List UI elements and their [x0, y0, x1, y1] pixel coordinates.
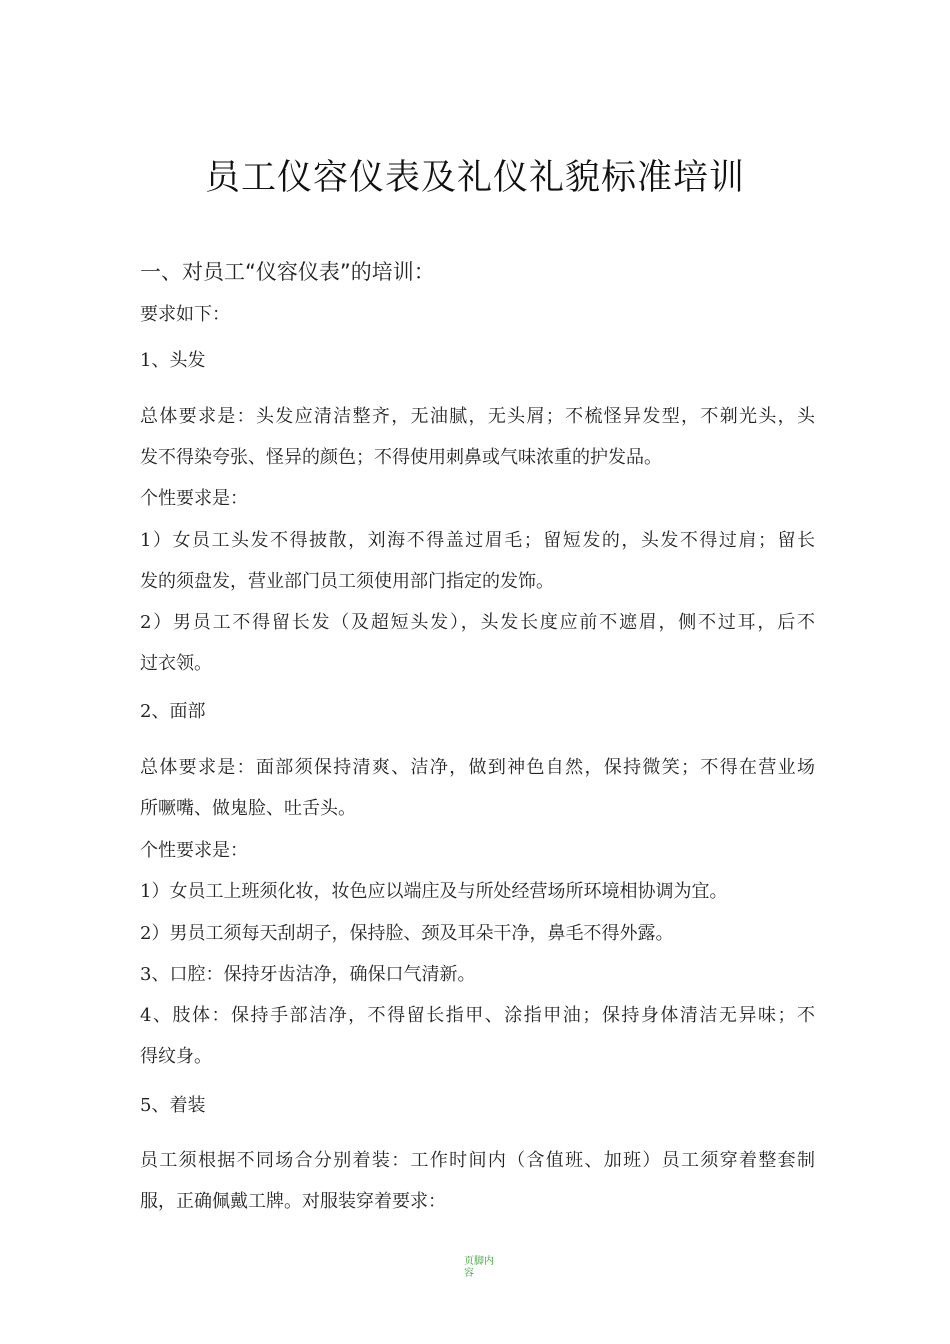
attire-heading: 5、着装: [140, 1095, 206, 1116]
hair-heading: 1、头发: [140, 350, 206, 371]
face-general-line-2: 所噘嘴、做鬼脸、吐舌头。: [140, 798, 356, 819]
section-heading-appearance: 一、对员工“仪容仪表”的培训：: [140, 260, 435, 284]
hair-individual-label: 个性要求是：: [140, 488, 248, 509]
hair-female-line-2: 发的须盘发，营业部门员工须使用部门指定的发饰。: [140, 571, 554, 592]
hair-female-line-1: 1）女员工头发不得披散，刘海不得盖过眉毛；留短发的，头发不得过肩；留长: [140, 530, 815, 551]
attire-line-1: 员工须根据不同场合分别着装：工作时间内（含值班、加班）员工须穿着整套制: [140, 1150, 815, 1171]
limbs-line-1: 4、肢体：保持手部洁净，不得留长指甲、涂指甲油；保持身体清洁无异味；不: [140, 1005, 815, 1026]
page-footer: 页脚内容: [464, 1256, 494, 1279]
face-female: 1）女员工上班须化妆，妆色应以端庄及与所处经营场所环境相协调为宜。: [140, 881, 728, 902]
limbs-line-2: 得纹身。: [140, 1046, 212, 1067]
mouth-text: 3、口腔：保持牙齿洁净，确保口气清新。: [140, 964, 476, 985]
face-general-line-1: 总体要求是：面部须保持清爽、洁净，做到神色自然，保持微笑；不得在营业场: [140, 757, 815, 778]
face-male: 2）男员工须每天刮胡子，保持脸、颈及耳朵干净，鼻毛不得外露。: [140, 923, 674, 944]
page-title: 员工仪容仪表及礼仪礼貌标准培训: [204, 158, 745, 198]
face-heading: 2、面部: [140, 701, 206, 722]
hair-male-line-1: 2）男员工不得留长发（及超短头发），头发长度应前不遮眉，侧不过耳，后不: [140, 612, 815, 633]
hair-general-line-1: 总体要求是：头发应清洁整齐，无油腻，无头屑；不梳怪异发型，不剃光头，头: [140, 406, 815, 427]
face-individual-label: 个性要求是：: [140, 840, 248, 861]
hair-male-line-2: 过衣领。: [140, 653, 212, 674]
attire-line-2: 服，正确佩戴工牌。对服装穿着要求：: [140, 1191, 446, 1212]
intro-text: 要求如下：: [140, 304, 230, 325]
hair-general-line-2: 发不得染夸张、怪异的颜色；不得使用刺鼻或气味浓重的护发品。: [140, 447, 662, 468]
